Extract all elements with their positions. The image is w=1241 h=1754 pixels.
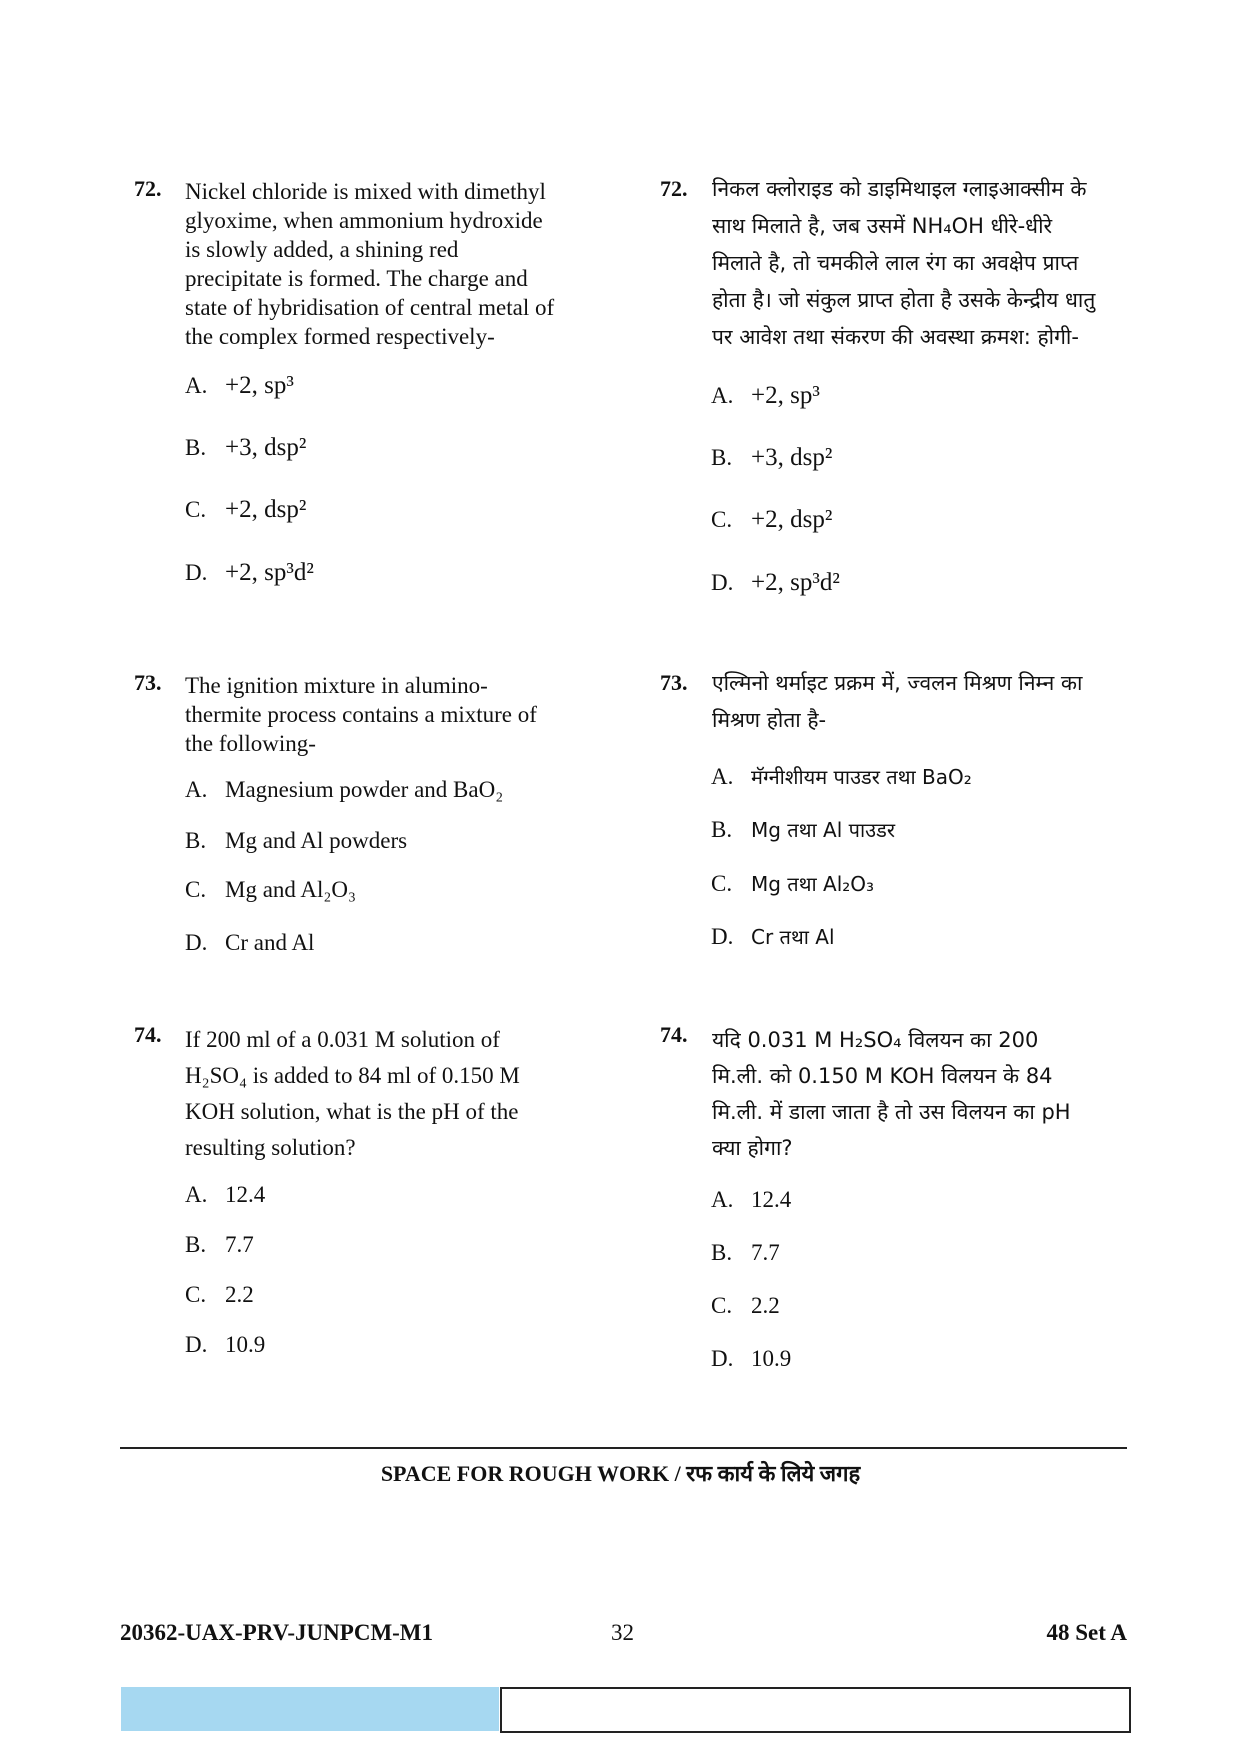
option-c-hindi[interactable] <box>711 1293 780 1319</box>
option-letter: C. <box>711 507 733 532</box>
option-c[interactable] <box>185 496 306 524</box>
text-line: साथ मिलाते है, जब उसमें NH₄OH धीरे-धीरे <box>712 214 1053 238</box>
text-line: is slowly added, a shining red <box>185 237 459 262</box>
text-line: क्या होगा? <box>712 1136 793 1160</box>
text-line: The ignition mixture in alumino- <box>185 673 488 698</box>
option-text: +2, dsp² <box>751 506 833 533</box>
option-letter: A. <box>185 1182 208 1207</box>
option-letter: B. <box>185 435 207 460</box>
question-text-english <box>185 1022 605 1166</box>
option-letter: D. <box>711 924 734 949</box>
option-letter: D. <box>185 560 208 585</box>
option-d[interactable] <box>185 559 314 587</box>
option-a-hindi[interactable] <box>711 382 820 410</box>
option-letter: A. <box>711 764 734 789</box>
option-c[interactable] <box>185 877 356 903</box>
text-line: the following- <box>185 731 316 756</box>
text-line: thermite process contains a mixture of <box>185 702 537 727</box>
option-d-hindi[interactable] <box>711 1346 791 1372</box>
option-letter: D. <box>185 930 208 955</box>
text-line: resulting solution? <box>185 1135 356 1160</box>
question-text-english <box>185 177 605 351</box>
question-text-hindi <box>712 171 1132 356</box>
option-text: 7.7 <box>751 1240 780 1265</box>
text-line: निकल क्लोराइड को डाइमिथाइल ग्लाइआक्सीम के <box>712 177 1087 201</box>
option-c[interactable] <box>185 1282 254 1308</box>
text-line: state of hybridisation of central metal of <box>185 295 555 320</box>
text-line: यदि 0.031 M H₂SO₄ विलयन का 200 <box>712 1028 1039 1052</box>
option-letter: B. <box>185 828 207 853</box>
option-b[interactable] <box>185 434 306 462</box>
option-text: 2.2 <box>225 1282 254 1307</box>
text-line: the complex formed respectively- <box>185 324 495 349</box>
option-b-hindi[interactable] <box>711 816 895 843</box>
page-number: 32 <box>611 1620 634 1645</box>
text-line: मिलाते है, तो चमकीले लाल रंग का अवक्षेप प्राप्त <box>712 251 1079 275</box>
option-text: +2, sp³d² <box>751 569 840 596</box>
text-line: होता है। जो संकुल प्राप्त होता है उसके केन्द्रीय धातु <box>712 288 1096 312</box>
option-a[interactable] <box>185 1182 265 1208</box>
option-b[interactable] <box>185 828 407 854</box>
divider <box>120 1447 1127 1449</box>
text-line: H₂SO₄ is added to 84 ml of 0.150 M <box>185 1063 520 1088</box>
question-number-hindi: 73. <box>660 670 688 695</box>
text-line: precipitate is formed. The charge and <box>185 266 528 291</box>
option-letter: B. <box>185 1232 207 1257</box>
option-letter: B. <box>711 817 733 842</box>
option-text: Cr तथा Al <box>751 925 835 949</box>
option-text: Cr and Al <box>225 930 315 955</box>
option-letter: C. <box>185 497 207 522</box>
rough-work-label: SPACE FOR ROUGH WORK / रफ कार्य के लिये जगह <box>380 1461 861 1486</box>
text-line: मि.ली. में डाला जाता है तो उस विलयन का pH <box>712 1100 1071 1124</box>
question-number-hindi: 74. <box>660 1022 688 1047</box>
option-text: +3, dsp² <box>225 434 307 461</box>
blank-box <box>500 1687 1131 1733</box>
text-line: एल्मिनो थर्माइट प्रक्रम में, ज्वलन मिश्रण निम्न का <box>712 671 1083 695</box>
option-text: +3, dsp² <box>751 444 833 471</box>
option-text: मॅग्नीशीयम पाउडर तथा BaO₂ <box>751 765 972 789</box>
option-text: Mg तथा Al पाउडर <box>751 818 896 842</box>
text-line: KOH solution, what is the pH of the <box>185 1099 519 1124</box>
option-d-hindi[interactable] <box>711 923 835 950</box>
question-number: 74. <box>134 1022 162 1047</box>
set-label: 48 Set A <box>1046 1620 1127 1645</box>
option-a[interactable] <box>185 372 294 400</box>
option-letter: A. <box>185 373 208 398</box>
option-letter: C. <box>711 871 733 896</box>
option-b-hindi[interactable] <box>711 444 832 472</box>
option-letter: B. <box>711 1240 733 1265</box>
paper-code: 20362-UAX-PRV-JUNPCM-M1 <box>120 1620 434 1645</box>
option-text: +2, sp³ <box>225 372 294 399</box>
option-letter: C. <box>185 877 207 902</box>
text-line: पर आवेश तथा संकरण की अवस्था क्रमश: होगी- <box>712 325 1079 349</box>
question-text-hindi <box>712 665 1132 739</box>
text-line: मि.ली. को 0.150 M KOH विलयन के 84 <box>712 1064 1053 1088</box>
option-letter: D. <box>711 1346 734 1371</box>
option-text: +2, sp³ <box>751 382 820 409</box>
option-d[interactable] <box>185 930 314 956</box>
option-c-hindi[interactable] <box>711 506 832 534</box>
option-a-hindi[interactable] <box>711 763 972 790</box>
option-text: +2, sp³d² <box>225 559 314 586</box>
text-line: glyoxime, when ammonium hydroxide <box>185 208 543 233</box>
option-a-hindi[interactable] <box>711 1187 791 1213</box>
question-text-english <box>185 671 605 758</box>
option-b-hindi[interactable] <box>711 1240 780 1266</box>
option-letter: B. <box>711 445 733 470</box>
text-line: मिश्रण होता है- <box>712 708 827 732</box>
option-text: 12.4 <box>225 1182 266 1207</box>
option-text: Magnesium powder and BaO₂ <box>225 777 504 802</box>
option-text: 10.9 <box>751 1346 792 1371</box>
option-a[interactable] <box>185 777 503 803</box>
option-c-hindi[interactable] <box>711 870 874 897</box>
option-text: 2.2 <box>751 1293 780 1318</box>
option-letter: A. <box>185 777 208 802</box>
option-letter: D. <box>711 570 734 595</box>
text-line: Nickel chloride is mixed with dimethyl <box>185 179 546 204</box>
option-text: 12.4 <box>751 1187 792 1212</box>
question-text-hindi <box>712 1022 1132 1166</box>
option-d[interactable] <box>185 1332 265 1358</box>
question-number: 73. <box>134 670 162 695</box>
barcode-strip <box>121 1687 499 1731</box>
option-text: Mg तथा Al₂O₃ <box>751 872 875 896</box>
option-letter: C. <box>711 1293 733 1318</box>
option-d-hindi[interactable] <box>711 569 840 597</box>
option-letter: A. <box>711 383 734 408</box>
option-text: 10.9 <box>225 1332 266 1357</box>
option-letter: A. <box>711 1187 734 1212</box>
option-text: Mg and Al powders <box>225 828 408 853</box>
option-text: 7.7 <box>225 1232 254 1257</box>
question-number: 72. <box>134 176 162 201</box>
option-letter: C. <box>185 1282 207 1307</box>
option-letter: D. <box>185 1332 208 1357</box>
question-number-hindi: 72. <box>660 176 688 201</box>
option-text: Mg and Al₂O₃ <box>225 877 357 902</box>
text-line: If 200 ml of a 0.031 M solution of <box>185 1027 500 1052</box>
option-b[interactable] <box>185 1232 254 1258</box>
option-text: +2, dsp² <box>225 496 307 523</box>
